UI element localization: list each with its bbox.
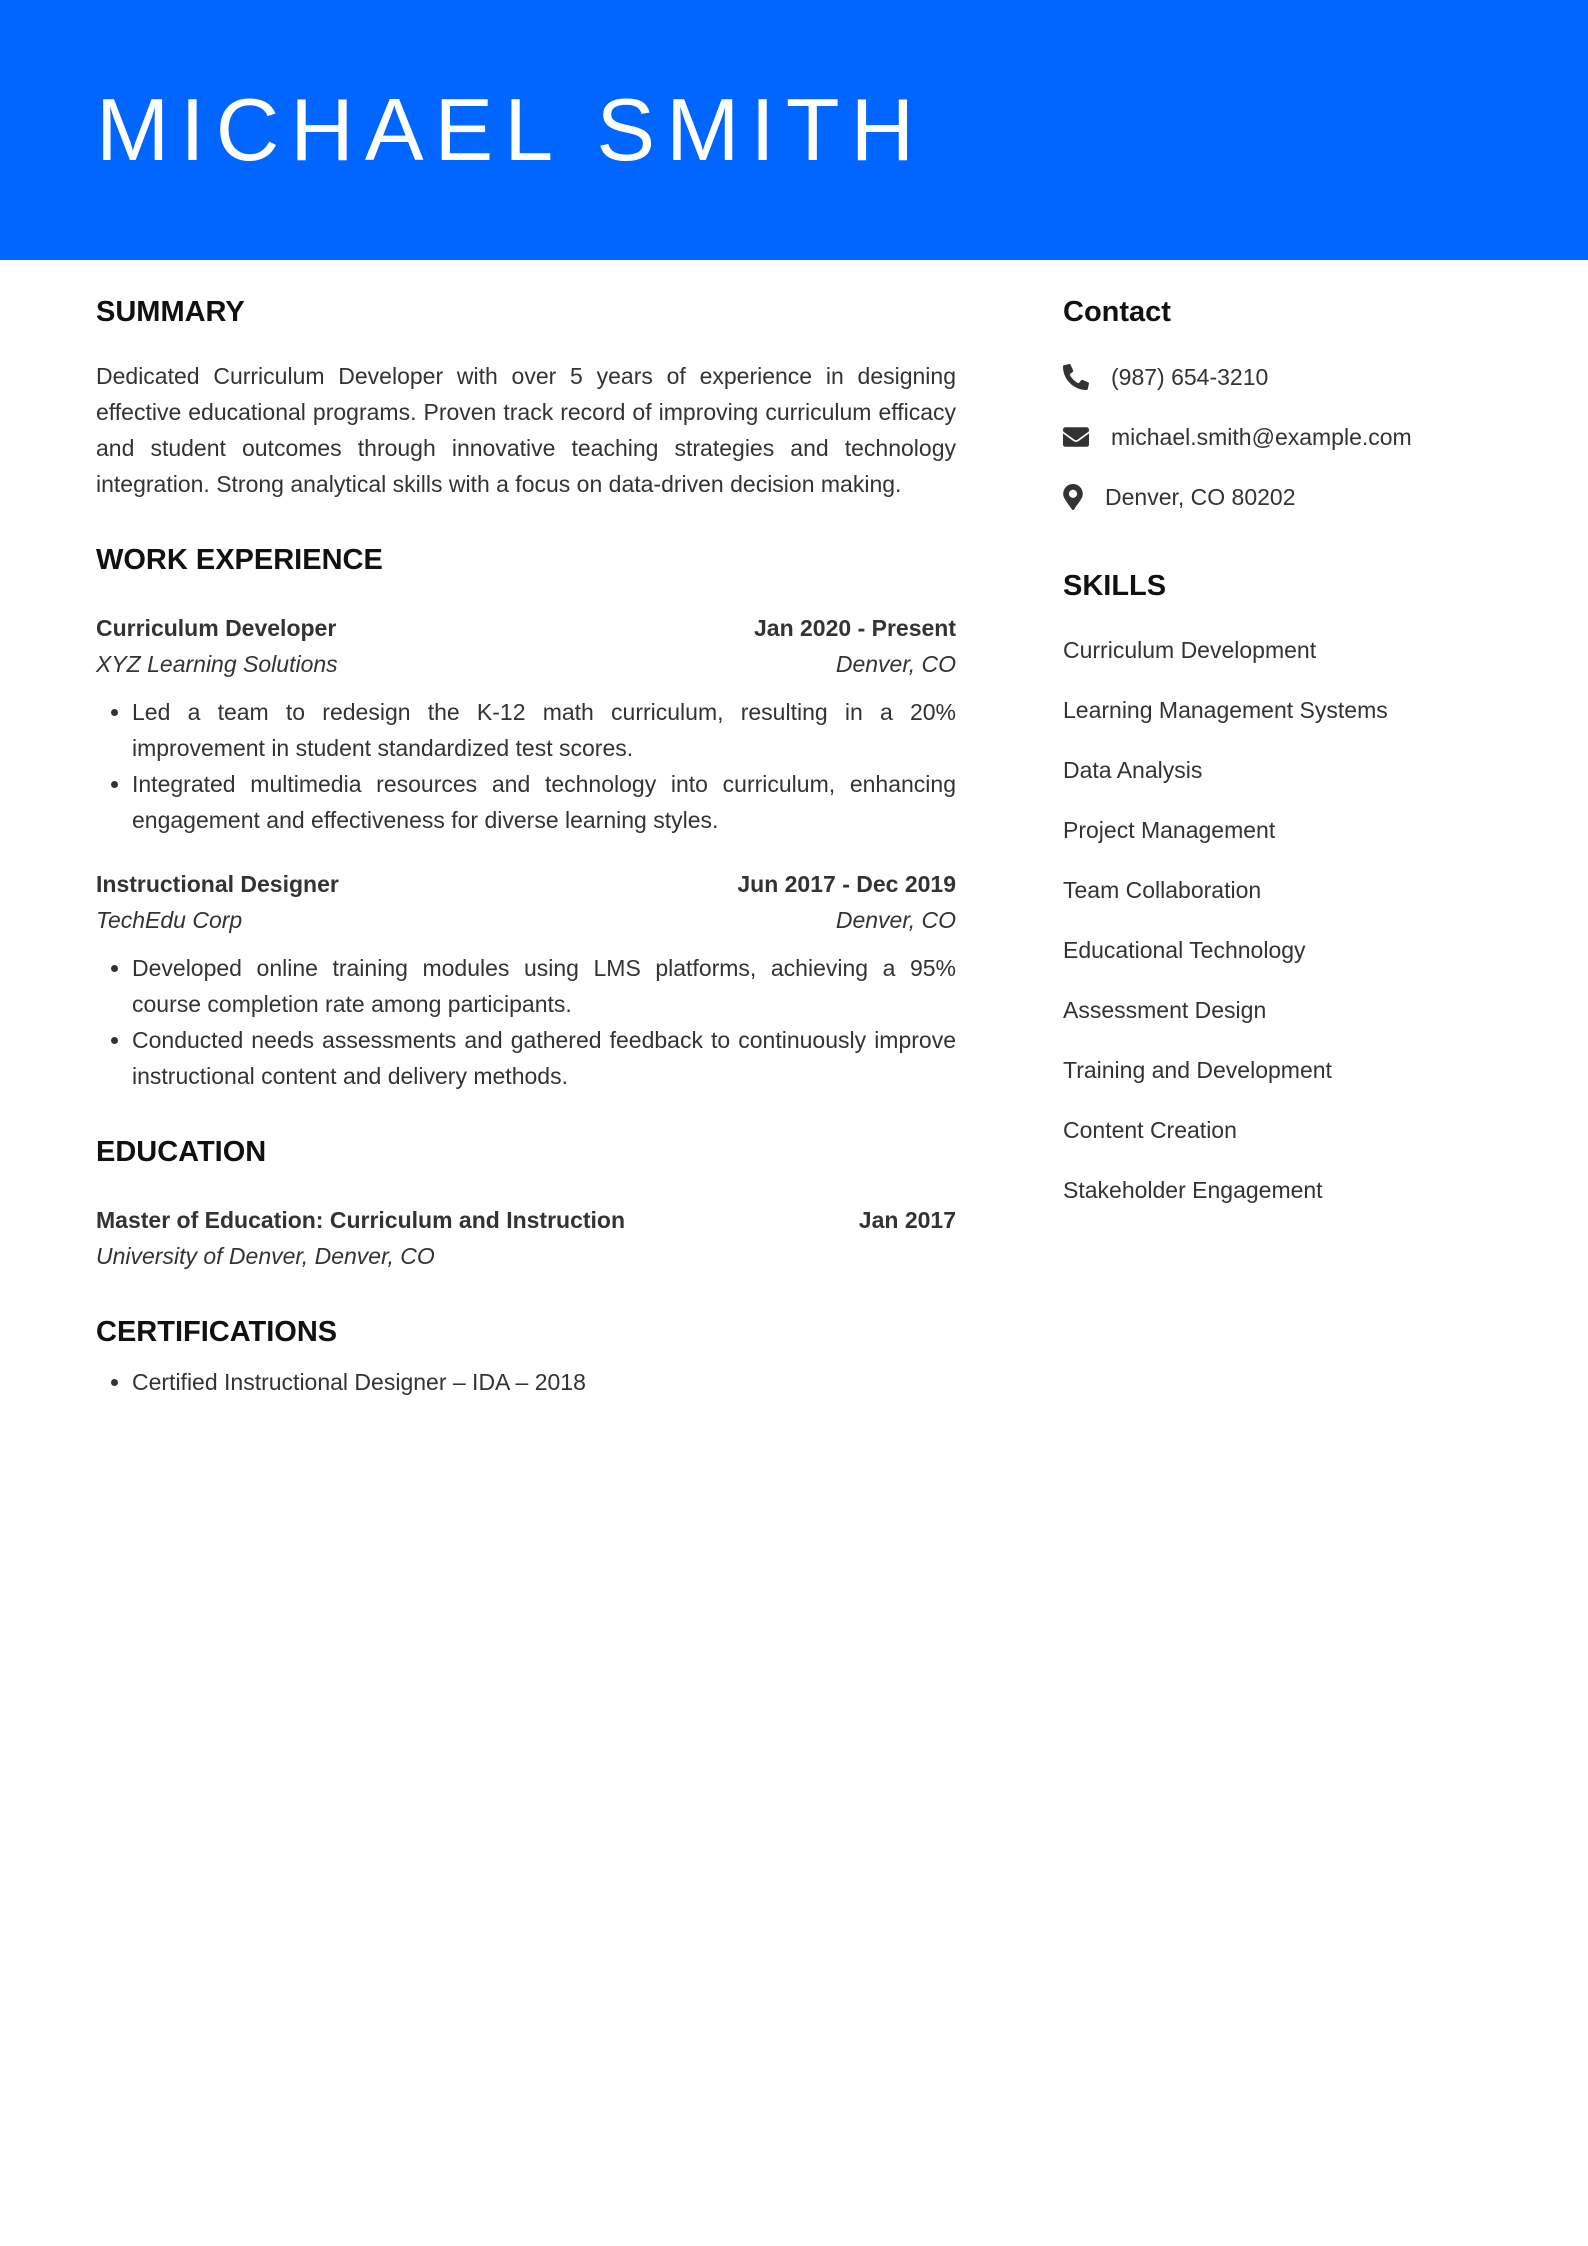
location-text: Denver, CO 80202 bbox=[1105, 483, 1296, 510]
skills-list bbox=[1063, 632, 1493, 1208]
candidate-name: MICHAEL SMITH bbox=[96, 80, 926, 179]
work-experience-title: WORK EXPERIENCE bbox=[96, 544, 383, 576]
job-dates: Jun 2017 - Dec 2019 bbox=[737, 871, 956, 897]
phone-icon bbox=[1063, 364, 1089, 390]
skill-item: Content Creation bbox=[1063, 1117, 1237, 1143]
skill-item: Training and Development bbox=[1063, 1057, 1332, 1083]
envelope-icon bbox=[1063, 424, 1089, 450]
job-location: Denver, CO bbox=[835, 651, 956, 677]
header-banner bbox=[0, 0, 1588, 260]
certifications-list bbox=[96, 1364, 956, 1400]
work-experience-section bbox=[96, 540, 956, 1094]
email-link[interactable]: michael.smith@example.com bbox=[1111, 423, 1412, 450]
main-column bbox=[96, 292, 956, 1400]
sidebar-column bbox=[1063, 292, 1493, 1232]
education-header-row bbox=[96, 1202, 956, 1238]
skill-item: Data Analysis bbox=[1063, 757, 1203, 783]
job-header-row bbox=[96, 866, 956, 902]
phone-link[interactable]: (987) 654-3210 bbox=[1111, 363, 1269, 390]
certifications-title: CERTIFICATIONS bbox=[96, 1316, 338, 1348]
skill-item: Team Collaboration bbox=[1063, 877, 1262, 903]
education-degree: Master of Education: Curriculum and Instruction bbox=[96, 1207, 626, 1233]
contact-email bbox=[1063, 418, 1493, 456]
education-entry bbox=[96, 1202, 956, 1274]
contact-list bbox=[1063, 358, 1493, 516]
summary-title: SUMMARY bbox=[96, 296, 245, 328]
job-subheader-row bbox=[96, 902, 956, 938]
education-section bbox=[96, 1132, 956, 1274]
skills-section bbox=[1063, 566, 1493, 1208]
skill-item: Stakeholder Engagement bbox=[1063, 1177, 1323, 1203]
job-location: Denver, CO bbox=[835, 907, 956, 933]
contact-phone bbox=[1063, 358, 1493, 396]
contact-location bbox=[1063, 478, 1493, 516]
job-title: Instructional Designer bbox=[96, 871, 339, 897]
certifications-section bbox=[96, 1312, 956, 1400]
job-bullet: • Conducted needs assessments and gathered feedback to continuously improve instructional content and delivery methods. bbox=[132, 1022, 956, 1094]
job-bullet: • Developed online training modules using LMS platforms, achieving a 95% course completion rate among participants. bbox=[132, 950, 956, 1022]
education-date: Jan 2017 bbox=[858, 1207, 956, 1233]
map-marker-icon bbox=[1063, 484, 1085, 510]
skill-item: Educational Technology bbox=[1063, 937, 1306, 963]
skill-item: Project Management bbox=[1063, 817, 1276, 843]
education-school: University of Denver, Denver, CO bbox=[96, 1243, 435, 1269]
job-bullet: • Integrated multimedia resources and technology into curriculum, enhancing engagement and effectiveness for diverse learning styles. bbox=[132, 766, 956, 838]
contact-title: Contact bbox=[1063, 296, 1171, 328]
summary-text: Dedicated Curriculum Developer with over 5 years of experience in designing effective educational programs. Proven track record of improving curriculum efficacy and student outcomes through innovative teaching strategies and technology integration. Strong analytical skills with a focus on data-driven decision making. bbox=[96, 363, 956, 497]
job-bullets bbox=[96, 694, 956, 838]
education-title: EDUCATION bbox=[96, 1136, 267, 1168]
skill-item: Assessment Design bbox=[1063, 997, 1267, 1023]
job-bullets bbox=[96, 950, 956, 1094]
skill-item: Curriculum Development bbox=[1063, 637, 1317, 663]
skills-title: SKILLS bbox=[1063, 570, 1167, 602]
job-header-row bbox=[96, 610, 956, 646]
summary-section bbox=[96, 292, 956, 502]
job-title: Curriculum Developer bbox=[96, 615, 337, 641]
job-bullet: • Led a team to redesign the K-12 math curriculum, resulting in a 20% improvement in student standardized test scores. bbox=[132, 694, 956, 766]
job-company: XYZ Learning Solutions bbox=[96, 651, 338, 677]
contact-section bbox=[1063, 292, 1493, 516]
job-company: TechEdu Corp bbox=[96, 907, 243, 933]
skill-item: Learning Management Systems bbox=[1063, 697, 1388, 723]
job-entry bbox=[96, 610, 956, 838]
job-dates: Jan 2020 - Present bbox=[753, 615, 956, 641]
job-subheader-row bbox=[96, 646, 956, 682]
job-entry bbox=[96, 866, 956, 1094]
certification-item: • Certified Instructional Designer – IDA – 2018 bbox=[132, 1364, 956, 1400]
